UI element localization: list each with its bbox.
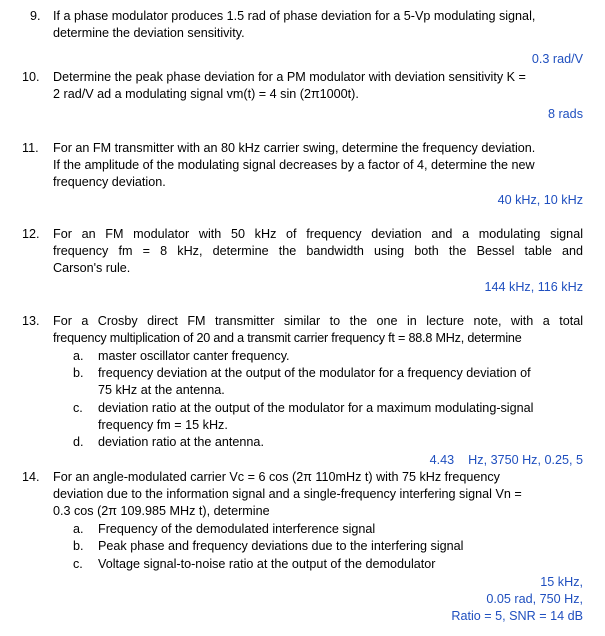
question-line: Carson's rule. xyxy=(53,261,131,276)
answer-line: 15 kHz, xyxy=(540,575,583,589)
question-text xyxy=(53,313,583,347)
question-line: For a Crosby direct FM transmitter similar to the one in lecture note, with a total xyxy=(53,314,583,328)
subitem-label: b. xyxy=(73,539,84,553)
subitem-label: a. xyxy=(73,349,84,363)
question-text xyxy=(53,226,583,278)
question-line: deviation due to the information signal and a single-frequency interfering signal Vn = xyxy=(53,487,522,502)
question-text xyxy=(53,469,583,521)
question-line: frequency fm = 8 kHz, determine the bandwidth using both the Bessel table and xyxy=(53,244,583,259)
question-line: For an angle-modulated carrier Vc = 6 cos (2π 110mHz t) with 75 kHz frequency xyxy=(53,470,500,484)
question-number: 13. xyxy=(22,314,40,328)
subitem-line: frequency fm = 15 kHz. xyxy=(98,418,228,433)
answer: 4.43 Hz, 3750 Hz, 0.25, 5 xyxy=(429,453,583,467)
question-text xyxy=(53,140,583,192)
question-number: 10. xyxy=(22,70,40,84)
question-line: Determine the peak phase deviation for a PM modulator with deviation sensitivity K = xyxy=(53,70,526,84)
subitem-label: c. xyxy=(73,401,83,415)
subitem-line: 75 kHz at the antenna. xyxy=(98,383,225,398)
subitem-label: d. xyxy=(73,435,84,449)
question-number: 11. xyxy=(22,141,39,155)
subitem-text xyxy=(98,400,588,434)
subitem-line: deviation ratio at the output of the modulator for a maximum modulating-signal xyxy=(98,401,534,415)
subitem-label: c. xyxy=(73,557,83,571)
subitem-text: Peak phase and frequency deviations due to the interfering signal xyxy=(98,539,464,553)
subitem-text: deviation ratio at the antenna. xyxy=(98,435,264,449)
question-line: If the amplitude of the modulating signal decreases by a factor of 4, determine the new xyxy=(53,158,535,173)
answer: 8 rads xyxy=(547,107,583,121)
answer: 144 kHz, 116 kHz xyxy=(484,280,583,294)
subitem-text xyxy=(98,365,588,399)
answer-line: 0.05 rad, 750 Hz, xyxy=(486,592,583,606)
question-number: 12. xyxy=(22,227,40,241)
subitem-label: a. xyxy=(73,522,84,536)
answer: 0.3 rad/V xyxy=(531,52,583,66)
question-line: frequency multiplication of 20 and a transmit carrier frequency ft = 88.8 MHz, determine xyxy=(53,331,522,346)
question-line: If a phase modulator produces 1.5 rad of phase deviation for a 5-Vp modulating signal, xyxy=(53,9,536,23)
question-number: 9. xyxy=(30,9,41,23)
subitem-text: Voltage signal-to-noise ratio at the output of the demodulator xyxy=(98,557,436,571)
question-line: determine the deviation sensitivity. xyxy=(53,26,245,41)
answer-line: Ratio = 5, SNR = 14 dB xyxy=(451,609,583,623)
question-line: For an FM transmitter with an 80 kHz carrier swing, determine the frequency deviation. xyxy=(53,141,536,155)
question-line: frequency deviation. xyxy=(53,175,166,190)
question-line: 2 rad/V ad a modulating signal vm(t) = 4 sin (2π1000t). xyxy=(53,87,359,102)
subitem-text: Frequency of the demodulated interference signal xyxy=(98,522,376,536)
question-line: For an FM modulator with 50 kHz of frequency deviation and a modulating signal xyxy=(53,227,583,241)
question-number: 14. xyxy=(22,470,40,484)
question-text xyxy=(53,69,583,103)
question-text xyxy=(53,8,583,42)
answer: 40 kHz, 10 kHz xyxy=(497,193,583,207)
subitem-label: b. xyxy=(73,366,84,380)
subitem-text: master oscillator canter frequency. xyxy=(98,349,290,363)
question-line: 0.3 cos (2π 109.985 MHz t), determine xyxy=(53,504,270,519)
subitem-line: frequency deviation at the output of the modulator for a frequency deviation of xyxy=(98,366,531,380)
